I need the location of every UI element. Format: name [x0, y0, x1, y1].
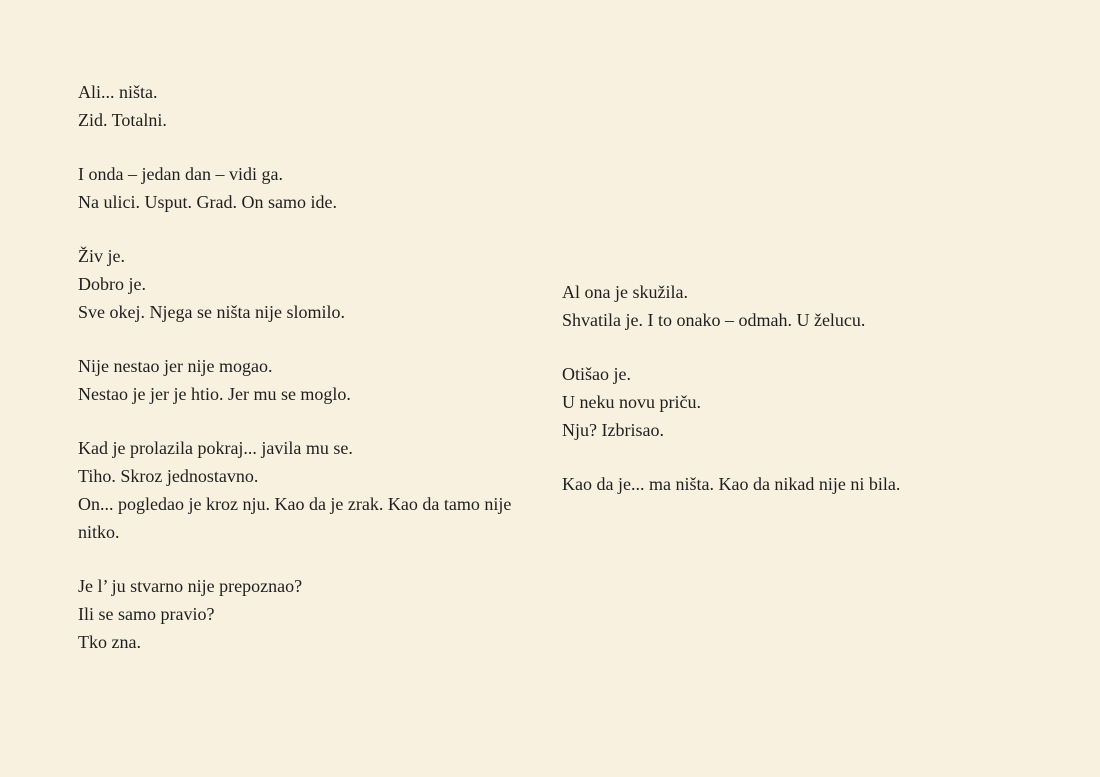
text-line: Zid. Totalni.: [78, 110, 167, 130]
text-line: Ili se samo pravio?: [78, 604, 215, 624]
left-text-column: [78, 78, 538, 682]
paragraph: [78, 572, 538, 656]
text-line: Nestao je jer je htio. Jer mu se moglo.: [78, 384, 351, 404]
text-line: Je l’ ju stvarno nije prepoznao?: [78, 576, 303, 596]
text-line: Dobro je.: [78, 274, 146, 294]
text-line: I onda – jedan dan – vidi ga.: [78, 164, 283, 184]
text-line: Živ je.: [78, 246, 125, 266]
paragraph: [78, 434, 538, 546]
text-line: Nju? Izbrisao.: [562, 420, 664, 440]
paragraph: [78, 242, 538, 326]
paragraph: [78, 78, 538, 134]
text-line: Tko zna.: [78, 632, 141, 652]
text-line: Nije nestao jer nije mogao.: [78, 356, 273, 376]
text-line: Shvatila je. I to onako – odmah. U želucu.: [562, 310, 866, 330]
text-line: Tiho. Skroz jednostavno.: [78, 466, 259, 486]
text-line: Al ona je skužila.: [562, 282, 688, 302]
text-line: Sve okej. Njega se ništa nije slomilo.: [78, 302, 345, 322]
text-line: Na ulici. Usput. Grad. On samo ide.: [78, 192, 337, 212]
paragraph: [562, 278, 1022, 334]
paragraph: [562, 360, 1022, 444]
text-line: U neku novu priču.: [562, 392, 701, 412]
text-line: Otišao je.: [562, 364, 631, 384]
right-text-column: [562, 278, 1022, 524]
text-line: Kao da je... ma ništa. Kao da nikad nije ni bila.: [562, 474, 901, 494]
text-line: Ali... ništa.: [78, 82, 158, 102]
text-line: Kad je prolazila pokraj... javila mu se.: [78, 438, 353, 458]
paragraph: [78, 160, 538, 216]
paragraph: [78, 352, 538, 408]
paragraph: [562, 470, 1022, 498]
text-line: On... pogledao je kroz nju. Kao da je zrak. Kao da tamo nije nitko.: [78, 494, 512, 542]
